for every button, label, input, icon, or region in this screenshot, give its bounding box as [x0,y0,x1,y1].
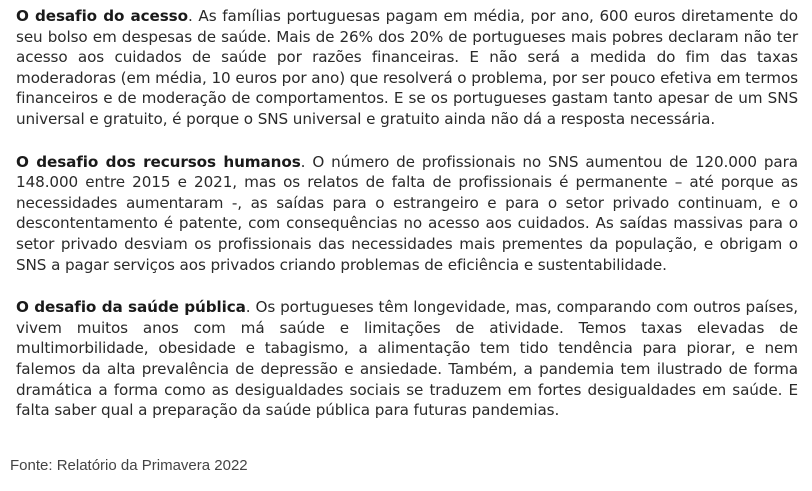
paragraph-text: . O número de profissionais no SNS aumentou de 120.000 para 148.000 entre 2015 e 2021, mas os relatos de falta de profissionais é permanente – até porque as necessidades aumentaram -, as saídas para o estrangeiro e para o setor privado continuam, e o descontentamento é patente, com consequências no acesso aos cuidados. As saídas massivas para o setor privado desviam os profissionais das necessidades mais prementes da população, e obrigam o SNS a pagar serviços aos privados criando problemas de eficiência e sustentabilidade. [16,152,798,274]
paragraph-human-resources [16,152,798,276]
document-body [16,6,798,443]
paragraph-access [16,6,798,130]
paragraph-heading: O desafio dos recursos humanos [16,152,301,171]
paragraph-text: . As famílias portuguesas pagam em média, por ano, 600 euros diretamente do seu bolso em despesas de saúde. Mais de 26% dos 20% de portugueses mais pobres declaram não ter acesso aos cuidados de saúde por razões financeiras. E não será a medida do fim das taxas moderadoras (em média, 10 euros por ano) que resolverá o problema, por ser pouco efetiva em termos financeiros e de moderação de comportamentos. E se os portugueses gastam tanto apesar de um SNS universal e gratuito, é porque o SNS universal e gratuito ainda não dá a resposta necessária. [16,7,799,128]
paragraph-text: . Os portugueses têm longevidade, mas, comparando com outros países, vivem muitos anos com má saúde e limitações de atividade. Temos taxas elevadas de multimorbilidade, obesidade e tabagismo, a alimentação tem tido tendência para piorar, e nem falemos da alta prevalência de depressão e ansiedade. Também, a pandemia tem ilustrado de forma dramática a forma como as desigualdades sociais se traduzem em fortes desigualdades em saúde. E falta saber qual a preparação da saúde pública para futuras pandemias. [16,298,799,420]
paragraph-heading: O desafio do acesso [16,7,188,25]
source-caption: Fonte: Relatório da Primavera 2022 [10,457,248,474]
paragraph-heading: O desafio da saúde pública [16,298,246,317]
paragraph-public-health [16,297,798,421]
